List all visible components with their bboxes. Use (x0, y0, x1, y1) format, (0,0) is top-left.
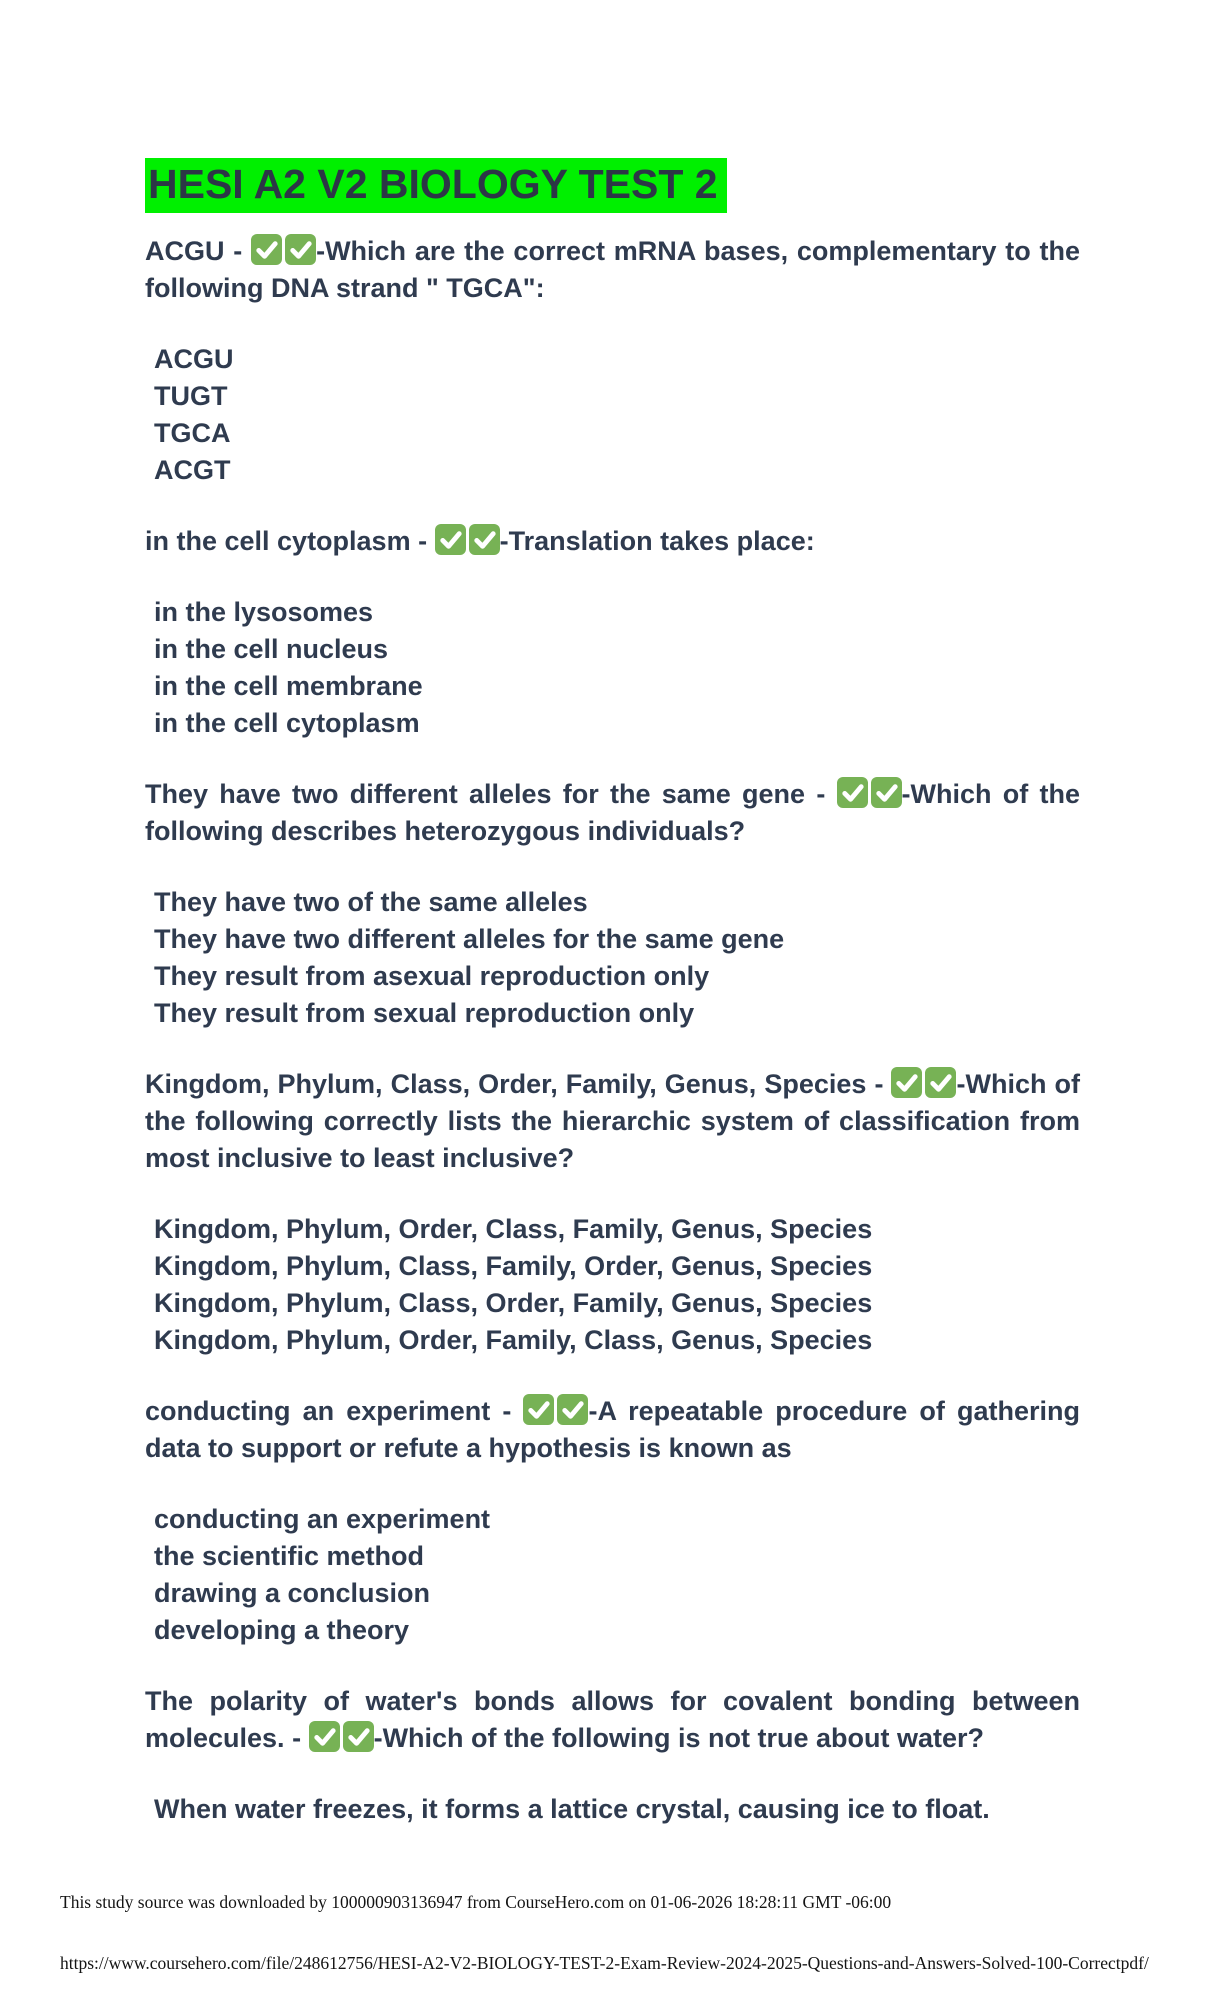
separator: - (284, 1723, 309, 1754)
check-icons (837, 779, 902, 809)
option-item: the scientific method (154, 1541, 425, 1572)
question-body: Which of the following describes heterozygous individuals? (145, 779, 1080, 847)
check-mark-icon (523, 1394, 554, 1425)
page-title: HESI A2 V2 BIOLOGY TEST 2 (145, 158, 727, 213)
question-block (145, 523, 1080, 742)
check-mark-icon (285, 234, 316, 265)
question-text (145, 233, 1080, 307)
option-item: in the cell cytoplasm (154, 708, 420, 739)
question-body: Which of the following correctly lists the hierarchic system of classification from most inclusive to least inclusive? (145, 1069, 1080, 1174)
separator: - (224, 236, 252, 267)
question-block (145, 233, 1080, 489)
options-list (145, 884, 1080, 1032)
check-icons (309, 1723, 374, 1753)
option-item: Kingdom, Phylum, Class, Order, Family, Genus, Species (154, 1288, 873, 1319)
option-item: in the lysosomes (154, 597, 374, 628)
check-mark-icon (251, 234, 282, 265)
option-item: TUGT (154, 381, 228, 412)
separator: - (316, 236, 326, 267)
answer-text: ACGU (145, 236, 225, 267)
document-body (145, 158, 1080, 1862)
separator: - (373, 1723, 383, 1754)
check-mark-icon (871, 777, 902, 808)
question-body: A repeatable procedure of gathering data to support or refute a hypothesis is known as (145, 1396, 1080, 1464)
option-item: Kingdom, Phylum, Order, Family, Class, Genus, Species (154, 1325, 873, 1356)
options-list (145, 1211, 1080, 1359)
check-mark-icon (891, 1067, 922, 1098)
question-block (145, 1066, 1080, 1359)
options-list (145, 1501, 1080, 1649)
answer-text: conducting an experiment (145, 1396, 491, 1427)
option-item: They have two different alleles for the same gene (154, 924, 785, 955)
question-body: Which are the correct mRNA bases, complementary to the following DNA strand " TGCA": (145, 236, 1081, 304)
separator: - (410, 526, 435, 557)
question-body: Translation takes place: (508, 526, 815, 557)
check-icons (523, 1396, 588, 1426)
question-text (145, 776, 1080, 850)
option-item: They result from sexual reproduction only (154, 998, 695, 1029)
separator: - (866, 1069, 892, 1100)
option-item: They have two of the same alleles (154, 887, 588, 918)
check-icons (891, 1069, 956, 1099)
options-list (145, 341, 1080, 489)
options-list (145, 594, 1080, 742)
question-text (145, 523, 1080, 560)
separator: - (490, 1396, 524, 1427)
option-item: in the cell nucleus (154, 634, 389, 665)
option-item: When water freezes, it forms a lattice crystal, causing ice to float. (154, 1794, 990, 1825)
option-item: Kingdom, Phylum, Order, Class, Family, Genus, Species (154, 1214, 873, 1245)
question-text (145, 1393, 1080, 1467)
question-block (145, 776, 1080, 1032)
option-item: TGCA (154, 418, 231, 449)
separator: - (588, 1396, 598, 1427)
check-icons (251, 236, 316, 266)
option-item: They result from asexual reproduction only (154, 961, 710, 992)
separator: - (805, 779, 837, 810)
option-item: in the cell membrane (154, 671, 423, 702)
check-mark-icon (343, 1721, 374, 1752)
options-list (145, 1791, 1080, 1828)
separator: - (956, 1069, 966, 1100)
check-icons (435, 526, 500, 556)
question-block (145, 1393, 1080, 1649)
check-mark-icon (557, 1394, 588, 1425)
option-item: conducting an experiment (154, 1504, 491, 1535)
question-body: Which of the following is not true about water? (382, 1723, 985, 1754)
question-text (145, 1066, 1080, 1177)
source-url-link[interactable]: https://www.coursehero.com/file/248612756/HESI-A2-V2-BIOLOGY-TEST-2-Exam-Review-2024-2025-Questions-and-Answers-Solved-100-Correctpdf/ (60, 1953, 1149, 1973)
option-item: drawing a conclusion (154, 1578, 431, 1609)
separator: - (901, 779, 911, 810)
check-mark-icon (435, 524, 466, 555)
answer-text: The polarity of water's bonds allows for covalent bonding between molecules. (145, 1686, 1080, 1754)
separator: - (499, 526, 509, 557)
answer-text: Kingdom, Phylum, Class, Order, Family, Genus, Species (145, 1069, 867, 1100)
answer-text: in the cell cytoplasm (145, 526, 411, 557)
check-mark-icon (469, 524, 500, 555)
question-block (145, 1683, 1080, 1828)
option-item: developing a theory (154, 1615, 410, 1646)
check-mark-icon (837, 777, 868, 808)
option-item: ACGU (154, 344, 234, 375)
check-mark-icon (925, 1067, 956, 1098)
check-mark-icon (309, 1721, 340, 1752)
option-item: ACGT (154, 455, 231, 486)
option-item: Kingdom, Phylum, Class, Family, Order, Genus, Species (154, 1251, 873, 1282)
answer-text: They have two different alleles for the same gene (145, 779, 806, 810)
download-attribution-text: This study source was downloaded by 100000903136947 from CourseHero.com on 01-06-2026 18:28:11 GMT -06:00 (60, 1892, 892, 1912)
question-text (145, 1683, 1080, 1757)
